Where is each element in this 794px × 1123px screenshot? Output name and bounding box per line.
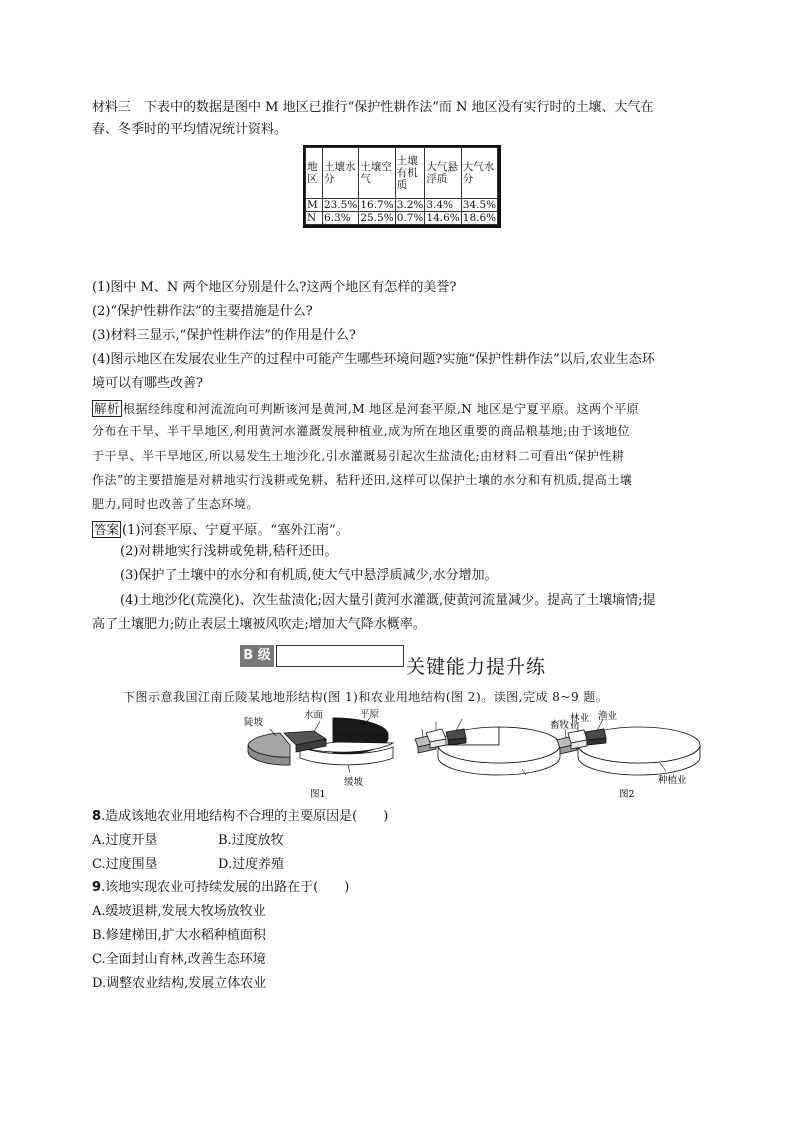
table-header-cell: 土壤水分	[323, 148, 359, 199]
table-cell: 0.7%	[396, 212, 424, 224]
figure-intro: 下图示意我国江南丘陵某地地形结构(图 1)和农业用地结构(图 2)。读图,完成 8~9 题。	[123, 690, 609, 704]
table-header-cell: 土壤空气	[359, 148, 395, 199]
table-cell: 6.3%	[323, 212, 359, 225]
question-1: (1)图中 M、N 两个地区分别是什么?这两个地区有怎样的美誉?	[92, 280, 457, 295]
fig1-label-gentle: 缓坡	[344, 777, 364, 788]
q8-option-a: A.过度开垦	[92, 833, 158, 848]
table-cell: 34.5%	[462, 199, 497, 211]
table-cell: 25.5%	[360, 212, 394, 224]
question-8-stem: 8.造成该地农业用地结构不合理的主要原因是( )	[92, 809, 389, 824]
table-cell: 23.5%	[324, 199, 358, 211]
question-2: (2)“保护性耕作法”的主要措施是什么?	[92, 304, 313, 319]
material3-line2: 春、冬季时的平均情况统计资料。	[92, 122, 288, 137]
table-cell: 18.6%	[462, 212, 497, 224]
q8-option-d: D.过度养殖	[218, 857, 285, 872]
statistics-table	[303, 145, 501, 228]
table-header-cell: 地区	[306, 148, 323, 199]
analysis-line3: 于干旱、半干旱地区,所以易发生土地沙化,引水灌溉易引起次生盐渍化;由材料二可看出“保护性耕	[92, 449, 625, 463]
table-header-row	[306, 148, 498, 199]
material3-line1: 材料三 下表中的数据是图中 M 地区已推行“保护性耕作法”而 N 地区没有实行时的土壤、大气在	[92, 100, 654, 115]
answer-line5: 高了土壤肥力;防止表层土壤被风吹走;增加大气降水概率。	[92, 617, 426, 632]
analysis-line1: 解析 根据经纬度和河流流向可判断该河是黄河,M 地区是河套平原,N 地区是宁夏平原。这两个平原	[94, 401, 640, 416]
table-row	[306, 212, 498, 225]
question-4-line1: (4)图示地区在发展农业生产的过程中可能产生哪些环境问题?实施“保护性耕作法”以后,农业生态环	[92, 352, 655, 367]
table-cell: 14.6%	[426, 212, 460, 224]
fig2-label-animal: 畜牧业	[550, 720, 579, 731]
table-header-cell: 大气悬浮质	[425, 148, 461, 199]
figure2-labels	[380, 705, 687, 803]
q9-option-a: A.缓坡退耕,发展大牧场放牧业	[92, 904, 266, 919]
table-row	[306, 199, 498, 212]
table-cell: M	[306, 199, 323, 212]
table-header-cell: 大气水分	[461, 148, 497, 199]
fig2-caption: 图2	[619, 789, 635, 800]
question-3: (3)材料三显示,“保护性耕作法”的作用是什么?	[92, 328, 356, 343]
analysis-tag: 解析	[94, 401, 121, 416]
q8-option-c: C.过度围垦	[92, 857, 158, 872]
table-cell: N	[306, 212, 323, 225]
q9-option-b: B.修建梯田,扩大水稻种植面积	[92, 928, 266, 943]
answer-line3: (3)保护了土壤中的水分和有机质,使大气中悬浮质减少,水分增加。	[120, 568, 498, 583]
q9-option-d: D.调整农业结构,发展立体农业	[92, 976, 267, 991]
fig1-label-steep: 陡坡	[244, 717, 264, 728]
figure1-pie	[248, 718, 393, 773]
level-badge: B 级	[240, 645, 274, 667]
answer-line2: (2)对耕地实行浅耕或免耕,秸秆还田。	[120, 544, 338, 559]
level-blank-box	[276, 645, 404, 667]
question-9-stem: 9.该地实现农业可持续发展的出路在于( )	[92, 880, 350, 895]
answer-line1: 答案 (1)河套平原、宁夏平原。“塞外江南”。	[94, 522, 349, 538]
q9-option-c: C.全面封山育林,改善生态环境	[92, 952, 266, 967]
answer-tag: 答案	[94, 522, 120, 537]
fig1-caption: 图1	[310, 789, 326, 800]
fig1-label-plain: 平原	[360, 709, 380, 720]
analysis-line5: 肥力,同时也改善了生态环境。	[92, 497, 259, 511]
level-title: 关键能力提升练	[406, 656, 547, 678]
table-cell: 3.2%	[396, 199, 424, 211]
table-header-cell: 土壤有机质	[395, 148, 425, 199]
analysis-line4: 作法”的主要措施是对耕地实行浅耕或免耕、秸秆还田,这样可以保护土壤的水分和有机质,提高土壤	[92, 473, 633, 487]
fig1-label-water: 水面	[304, 710, 324, 721]
analysis-line2: 分布在干旱、半干旱地区,利用黄河水灌溉发展种植业,成为所在地区重要的商品粮基地;由于该地位	[92, 424, 631, 438]
table-cell: 3.4%	[425, 199, 461, 212]
fig2-label-crop: 种植业	[658, 775, 687, 786]
fig2-label-fishery: 渔业	[598, 711, 618, 722]
q8-option-b: B.过度放牧	[218, 833, 284, 848]
fig2-label-forest: 林业	[570, 713, 590, 724]
question-4-line2: 境可以有哪些改善?	[92, 376, 203, 391]
answer-line4: (4)土地沙化(荒漠化)、次生盐渍化;因大量引黄河水灌溉,使黄河流量减少。提高了土壤墒情;提	[120, 593, 656, 608]
table-cell: 16.7%	[360, 199, 394, 211]
